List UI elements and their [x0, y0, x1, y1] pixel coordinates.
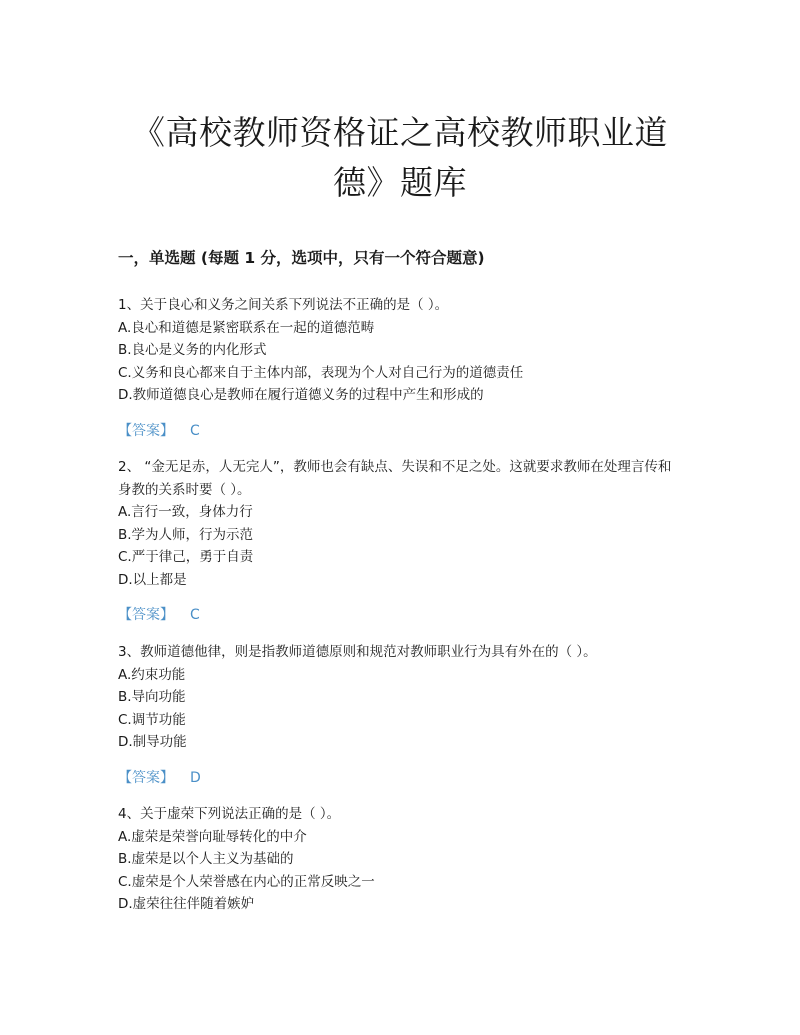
option-a: A.约束功能: [118, 666, 186, 683]
question-stem: 3、教师道德他律，则是指教师道德原则和规范对教师职业行为具有外在的（ ）。: [118, 644, 597, 660]
question-4: [118, 803, 680, 916]
answer-value: D: [190, 769, 201, 786]
question-stem: 4、关于虚荣下列说法正确的是（ ）。: [118, 806, 341, 822]
option-d: D.以上都是: [118, 571, 187, 588]
option-c: C.严于律己，勇于自责: [118, 549, 254, 565]
option-a: A.言行一致，身体力行: [118, 504, 253, 520]
answer-value: C: [190, 422, 200, 439]
option-b: B.虚荣是以个人主义为基础的: [118, 851, 294, 867]
option-b: B.良心是义务的内化形式: [118, 342, 267, 358]
option-c: C.虚荣是个人荣誉感在内心的正常反映之一: [118, 873, 375, 890]
answer-label: 【答案】: [118, 422, 174, 439]
document-title: 《高校教师资格证之高校教师职业道德》题库: [132, 113, 668, 202]
option-a: A.良心和道德是紧密联系在一起的道德范畴: [118, 319, 375, 336]
answer-line: [118, 420, 680, 442]
question-2: [118, 456, 680, 626]
question-stem: 2、 “金无足赤，人无完人”，教师也会有缺点、失误和不足之处。这就要求教师在处理言传和身教的关系时要（ ）。: [118, 459, 672, 498]
question-1: [118, 294, 680, 442]
answer-label: 【答案】: [118, 769, 174, 786]
option-d: D.教师道德良心是教师在履行道德义务的过程中产生和形成的: [118, 387, 484, 403]
answer-value: C: [190, 607, 200, 623]
option-c: C.调节功能: [118, 711, 186, 728]
question-3: [118, 641, 680, 789]
question-stem: 1、关于良心和义务之间关系下列说法不正确的是（ ）。: [118, 297, 449, 313]
option-b: B.学为人师，行为示范: [118, 526, 254, 543]
answer-line: [118, 767, 680, 789]
option-b: B.导向功能: [118, 689, 186, 705]
answer-line: [118, 604, 680, 626]
section-heading: 一，单选题 (每题 1 分，选项中，只有一个符合题意): [118, 249, 485, 267]
option-a: A.虚荣是荣誉向耻辱转化的中介: [118, 828, 307, 845]
option-c: C.义务和良心都来自于主体内部，表现为个人对自己行为的道德责任: [118, 364, 524, 381]
option-d: D.虚荣往往伴随着嫉妒: [118, 896, 255, 912]
option-d: D.制导功能: [118, 734, 187, 750]
answer-label: 【答案】: [118, 607, 174, 623]
